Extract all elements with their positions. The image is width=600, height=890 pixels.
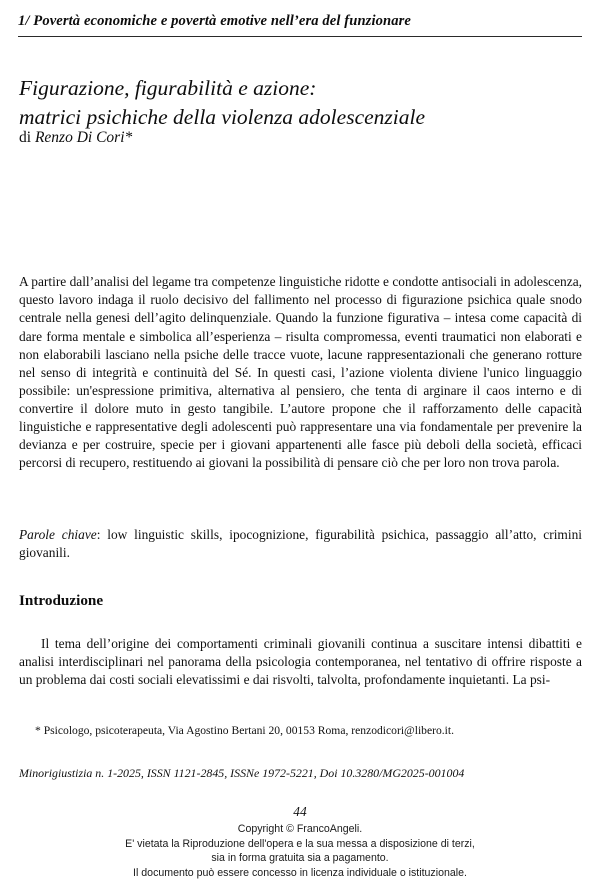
footnote-text: * Psicologo, psicoterapeuta, Via Agostino Bertani 20, 00153 Roma, renzodicori@libero.it. — [35, 724, 455, 737]
article-title-line-2: matrici psichiche della violenza adolescenziale — [19, 105, 426, 130]
copyright-line-1: Copyright © FrancoAngeli. — [237, 823, 363, 835]
abstract-text: A partire dall’analisi del legame tra competenze linguistiche ridotte e condotte antisociali in adolescenza, questo lavoro indaga il ruolo decisivo del fallimento nel processo di figurazione psichica quale snodo centrale nella genesi dell’agito delinquenziale. Quando la funzione figurativa – intesa come capacità di dare forma mentale e simbolica all’esperienza – risulta compromessa, eventi traumatici non elaborati e non elaborabili lasciano nella psiche delle tracce vuote, lacune rappresentazionali che generano rotture nel senso di integrità e continuità del Sé. In questi casi, l’azione violenta diviene l'unico linguaggio possibile: un'espressione primitiva, alternativa al pensiero, che tenta di arginare il caos interno e di convertire il dolore muto in gesto tangibile. L’autore propone che il rafforzamento delle capacità linguistiche e rappresentative degli adolescenti può rappresentare una via fondamentale per prevenire la devianza e per costruire, specie per i giovani appartenenti alle fasce più deboli della società, efficaci percorsi di recupero, restituendo ai giovani la possibilità di pensare ciò che per loro non trova parola. — [19, 274, 582, 470]
keywords-block — [19, 526, 582, 562]
section-heading-introduzione: Introduzione — [19, 591, 104, 609]
copyright-notice — [0, 822, 600, 880]
byline-prefix: di — [19, 129, 35, 146]
section-paragraph: Il tema dell’origine dei comportamenti criminali giovanili continua a suscitare intensi dibattiti e analisi interdisciplinari nel panorama della psicologia contemporanea, nel tentativo di offrire risposte a un problema dai costi sociali elevatissimi e dai risvolti, talvolta, profondamente inquietanti. La psi- — [19, 636, 582, 688]
author-name: Renzo Di Cori* — [34, 129, 133, 146]
footnote-block — [19, 723, 582, 738]
running-head-rule — [18, 36, 582, 37]
article-title — [19, 74, 583, 132]
author-byline — [19, 128, 132, 148]
copyright-line-3: sia in forma gratuita sia a pagamento. — [211, 852, 389, 865]
article-title-line-1: Figurazione, figurabilità e azione: — [19, 76, 317, 101]
page-number: 44 — [293, 804, 307, 819]
copyright-line-4: Il documento può essere concesso in licenza individuale o istituzionale. — [133, 866, 467, 879]
keywords-label: Parole chiave — [19, 527, 97, 543]
running-head-text: 1/ Povertà economiche e povertà emotive nell’era del funzionare — [18, 13, 411, 29]
copyright-line-2: E' vietata la Riproduzione dell'opera e la sua messa a disposizione di terzi, — [125, 837, 475, 850]
journal-citation: Minorigiustizia n. 1-2025, ISSN 1121-2845, ISSNe 1972-5221, Doi 10.3280/MG2025-001004 — [19, 766, 465, 780]
keywords-list: low linguistic skills, ipocognizione, figurabilità psichica, passaggio all’atto, crimini giovanili. — [19, 527, 582, 561]
keywords-separator: : — [96, 527, 108, 543]
running-head — [18, 12, 582, 30]
